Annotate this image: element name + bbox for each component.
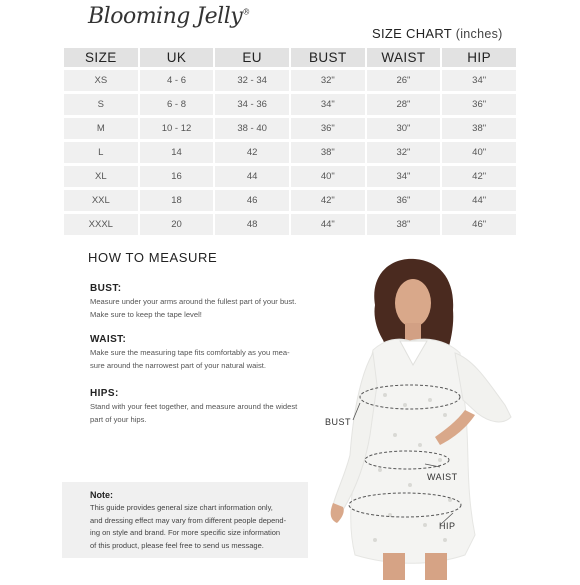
table-cell: 44: [215, 166, 289, 187]
header-hip: HIP: [442, 48, 516, 67]
note-label: Note:: [90, 490, 113, 500]
instruction-line: sure around the narrowest part of your natural waist.: [90, 361, 267, 370]
header-size: SIZE: [64, 48, 138, 67]
model-illustration: [315, 255, 530, 580]
table-cell: 46": [442, 214, 516, 235]
table-cell: XXL: [64, 190, 138, 211]
brand-logo-text: Blooming Jelly: [88, 4, 243, 29]
table-cell: 40": [442, 142, 516, 163]
table-cell: 18: [140, 190, 214, 211]
table-cell: 46: [215, 190, 289, 211]
table-cell: 36": [367, 190, 441, 211]
note-box: [62, 482, 308, 558]
bust-text: [90, 295, 330, 321]
table-row: [64, 166, 516, 187]
table-row: [64, 214, 516, 235]
table-cell: XL: [64, 166, 138, 187]
table-cell: 26": [367, 70, 441, 91]
table-cell: 16: [140, 166, 214, 187]
table-cell: XS: [64, 70, 138, 91]
note-line: This guide provides general size chart information only,: [90, 503, 273, 512]
table-cell: 32": [291, 70, 365, 91]
instruction-line: part of your hips.: [90, 415, 147, 424]
size-table-header-row: [64, 48, 516, 67]
instruction-line: Make sure to keep the tape level!: [90, 310, 202, 319]
table-cell: 4 - 6: [140, 70, 214, 91]
waist-text: [90, 346, 330, 372]
note-line: and dressing effect may vary from different people depend-: [90, 515, 287, 525]
model-leg-left: [383, 553, 405, 580]
table-cell: 42": [442, 166, 516, 187]
bust-label: BUST:: [90, 283, 122, 294]
size-chart-title: [372, 26, 503, 41]
table-cell: 40": [291, 166, 365, 187]
how-to-measure-heading: HOW TO MEASURE: [88, 250, 218, 265]
instruction-line: Stand with your feet together, and measure around the widest: [90, 402, 298, 411]
table-row: [64, 190, 516, 211]
table-cell: 42: [215, 142, 289, 163]
table-row: [64, 142, 516, 163]
header-bust: BUST: [291, 48, 365, 67]
header-eu: EU: [215, 48, 289, 67]
size-table: [62, 45, 518, 238]
waist-instructions: [90, 334, 330, 372]
table-row: [64, 94, 516, 115]
table-cell: 38": [442, 118, 516, 139]
table-cell: XXXL: [64, 214, 138, 235]
table-cell: 14: [140, 142, 214, 163]
table-cell: 20: [140, 214, 214, 235]
table-cell: 34 - 36: [215, 94, 289, 115]
table-cell: 38": [291, 142, 365, 163]
table-cell: 10 - 12: [140, 118, 214, 139]
table-cell: M: [64, 118, 138, 139]
table-cell: 34": [291, 94, 365, 115]
table-cell: 38 - 40: [215, 118, 289, 139]
trademark-symbol: ®: [242, 7, 250, 17]
table-cell: 42": [291, 190, 365, 211]
table-cell: 28": [367, 94, 441, 115]
table-cell: 34": [442, 70, 516, 91]
model-face: [395, 279, 431, 327]
note-line: of this product, please feel free to send us message.: [90, 540, 264, 550]
table-cell: S: [64, 94, 138, 115]
waist-figure-label: WAIST: [427, 472, 458, 482]
size-chart-unit: (inches): [455, 27, 503, 41]
table-cell: 32": [367, 142, 441, 163]
table-cell: 30": [367, 118, 441, 139]
table-cell: 34": [367, 166, 441, 187]
header-waist: WAIST: [367, 48, 441, 67]
model-leg-right: [425, 553, 447, 580]
size-chart-title-text: SIZE CHART: [372, 26, 452, 41]
table-cell: 36": [442, 94, 516, 115]
table-cell: 32 - 34: [215, 70, 289, 91]
instruction-line: Make sure the measuring tape fits comfortably as you mea-: [90, 348, 290, 357]
hips-text: [90, 400, 330, 426]
bust-instructions: [90, 283, 330, 321]
bust-figure-label: BUST: [325, 417, 352, 427]
table-cell: 48: [215, 214, 289, 235]
model-neck: [405, 323, 421, 341]
table-cell: 44": [442, 190, 516, 211]
hips-instructions: [90, 388, 330, 426]
table-cell: L: [64, 142, 138, 163]
hips-label: HIPS:: [90, 388, 119, 399]
header-uk: UK: [140, 48, 214, 67]
table-cell: 6 - 8: [140, 94, 214, 115]
table-cell: 36": [291, 118, 365, 139]
hip-figure-label: HIP: [439, 521, 456, 531]
table-cell: 38": [367, 214, 441, 235]
table-row: [64, 118, 516, 139]
brand-logo: [88, 4, 250, 29]
note-line: ing on style and brand. For more specific size information: [90, 528, 281, 537]
waist-label: WAIST:: [90, 334, 127, 345]
table-cell: 44": [291, 214, 365, 235]
table-row: [64, 70, 516, 91]
instruction-line: Measure under your arms around the fullest part of your bust.: [90, 297, 297, 306]
note-text: [90, 502, 320, 552]
